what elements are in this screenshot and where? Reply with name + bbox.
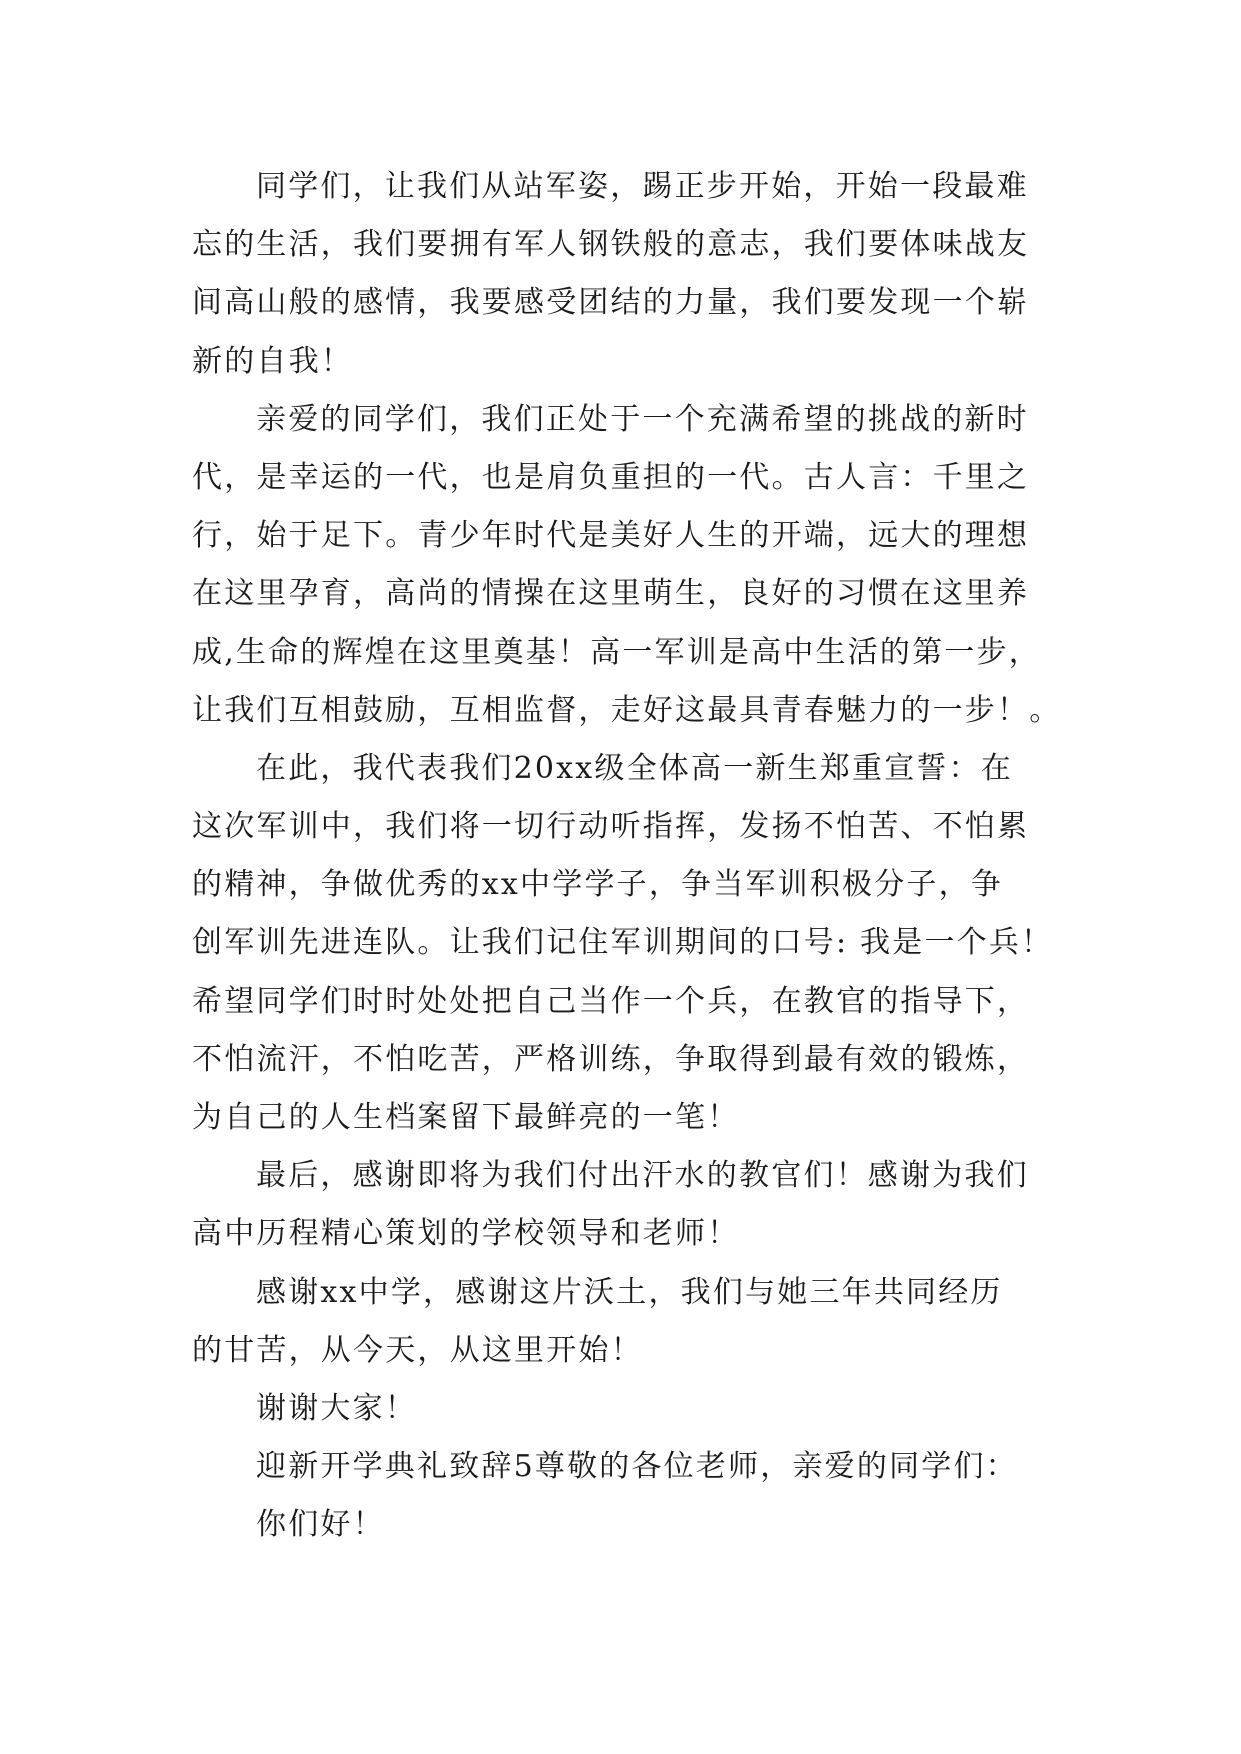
text-line: 间高山般的感情，我要感受团结的力量，我们要发现一个崭 (192, 285, 1030, 321)
text-line: 忘的生活，我们要拥有军人钢铁般的意志，我们要体味战友 (192, 227, 1030, 263)
text-line: 在此，我代表我们20xx级全体高一新生郑重宣誓：在 (256, 750, 1014, 786)
text-line: 希望同学们时时处处把自己当作一个兵，在教官的指导下， (192, 983, 1030, 1019)
text-line: 最后，感谢即将为我们付出汗水的教官们！感谢为我们 (256, 1158, 1029, 1194)
text-line: 代，是幸运的一代，也是肩负重担的一代。古人言：千里之 (192, 459, 1030, 495)
text-line: 新的自我！ (192, 343, 353, 379)
text-line: 成,生命的辉煌在这里奠基！高一军训是高中生活的第一步， (192, 634, 1041, 670)
text-line: 感谢xx中学，感谢这片沃土，我们与她三年共同经历 (256, 1274, 1003, 1310)
text-line: 谢谢大家！ (256, 1390, 417, 1426)
document-body (192, 158, 1062, 1555)
text-line: 迎新开学典礼致辞5尊敬的各位老师，亲爱的同学们： (256, 1449, 1018, 1485)
text-line: 同学们，让我们从站军姿，踢正步开始，开始一段最难 (256, 169, 1029, 204)
text-line: 的精神，争做优秀的xx中学学子，争当军训积极分子，争 (192, 867, 1004, 903)
text-line: 不怕流汗，不怕吃苦，严格训练，争取得到最有效的锻炼， (192, 1041, 1030, 1077)
text-line: 的甘苦，从今天，从这里开始！ (192, 1332, 643, 1368)
text-line: 让我们互相鼓励，互相监督，走好这最具青春魅力的一步！。 (192, 692, 1062, 728)
text-line: 你们好！ (256, 1507, 385, 1543)
text-line: 亲爱的同学们，我们正处于一个充满希望的挑战的新时 (256, 401, 1029, 437)
text-line: 在这里孕育，高尚的情操在这里萌生，良好的习惯在这里养 (192, 576, 1030, 612)
text-line: 这次军训中，我们将一切行动听指挥，发扬不怕苦、不怕累 (192, 809, 1030, 845)
text-line: 高中历程精心策划的学校领导和老师！ (192, 1216, 740, 1252)
text-line: 创军训先进连队。让我们记住军训期间的口号: 我是一个兵！ (192, 925, 1054, 961)
text-line: 行，始于足下。青少年时代是美好人生的开端，远大的理想 (192, 518, 1030, 554)
text-line: 为自己的人生档案留下最鲜亮的一笔！ (192, 1100, 740, 1135)
